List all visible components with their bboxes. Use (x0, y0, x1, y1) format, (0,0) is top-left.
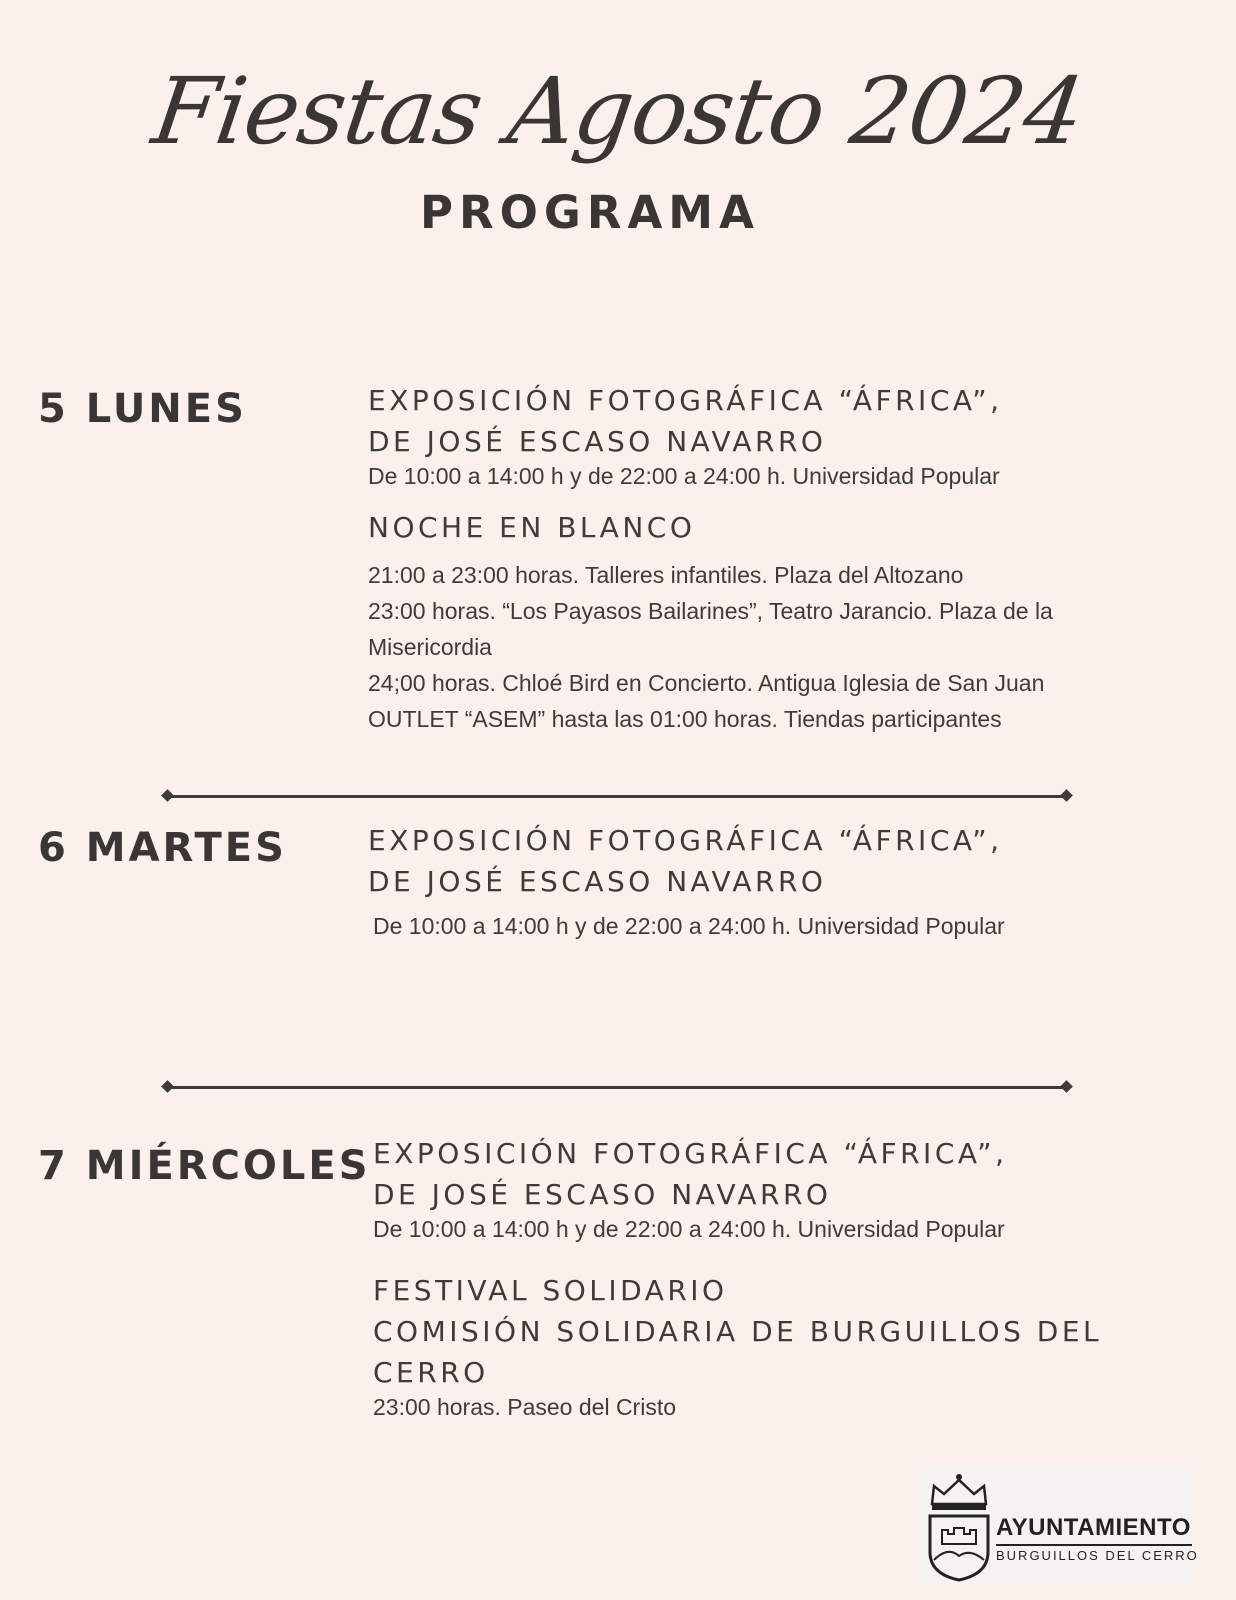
event-noche-en-blanco (368, 507, 1053, 737)
event-exposicion-martes (368, 820, 1005, 944)
event-title-line: DE JOSÉ ESCASO NAVARRO (368, 865, 827, 898)
event-detail: De 10:00 a 14:00 h y de 22:00 a 24:00 h. Universidad Popular (368, 463, 1000, 489)
event-title-line: EXPOSICIÓN FOTOGRÁFICA “ÁFRICA”, (368, 824, 1003, 857)
logo-rule (996, 1544, 1192, 1546)
event-title-line: CERRO (373, 1356, 489, 1389)
event-title-line: EXPOSICIÓN FOTOGRÁFICA “ÁFRICA”, (368, 384, 1003, 417)
page-subtitle: PROGRAMA (420, 186, 760, 239)
event-detail: De 10:00 a 14:00 h y de 22:00 a 24:00 h. Universidad Popular (373, 1216, 1005, 1242)
event-detail: OUTLET “ASEM” hasta las 01:00 horas. Tiendas participantes (368, 706, 1002, 732)
event-title-line: DE JOSÉ ESCASO NAVARRO (368, 425, 827, 458)
day-label-miercoles: 7 MIÉRCOLES (38, 1143, 371, 1189)
section-divider (167, 1086, 1067, 1089)
event-festival-solidario (373, 1270, 1102, 1425)
event-detail: 23:00 horas. Paseo del Cristo (373, 1394, 677, 1420)
event-detail: 24;00 horas. Chloé Bird en Concierto. Antigua Iglesia de San Juan (368, 670, 1045, 696)
section-divider (167, 795, 1067, 798)
logo-text-ayuntamiento: AYUNTAMIENTO (996, 1514, 1191, 1541)
event-title-line: DE JOSÉ ESCASO NAVARRO (373, 1178, 832, 1211)
event-exposicion-lunes (368, 380, 1002, 494)
event-exposicion-miercoles (373, 1133, 1007, 1247)
day-label-martes: 6 MARTES (38, 825, 287, 871)
event-detail: Misericordia (368, 634, 492, 660)
logo-text-municipio: BURGUILLOS DEL CERRO (996, 1548, 1199, 1563)
event-title-line: COMISIÓN SOLIDARIA DE BURGUILLOS DEL (373, 1315, 1103, 1348)
event-title-line: EXPOSICIÓN FOTOGRÁFICA “ÁFRICA”, (373, 1137, 1008, 1170)
event-detail: 23:00 horas. “Los Payasos Bailarines”, Teatro Jarancio. Plaza de la (368, 598, 1053, 624)
page-title: Fiestas Agosto 2024 (146, 58, 1090, 165)
event-detail: De 10:00 a 14:00 h y de 22:00 a 24:00 h. Universidad Popular (373, 913, 1005, 939)
day-label-lunes: 5 LUNES (38, 386, 247, 432)
ayuntamiento-logo (918, 1466, 1199, 1584)
coat-of-arms-icon (924, 1470, 994, 1582)
event-detail: 21:00 a 23:00 horas. Talleres infantiles. Plaza del Altozano (368, 562, 964, 588)
event-title-line: NOCHE EN BLANCO (368, 511, 696, 544)
event-title-line: FESTIVAL SOLIDARIO (373, 1274, 728, 1307)
